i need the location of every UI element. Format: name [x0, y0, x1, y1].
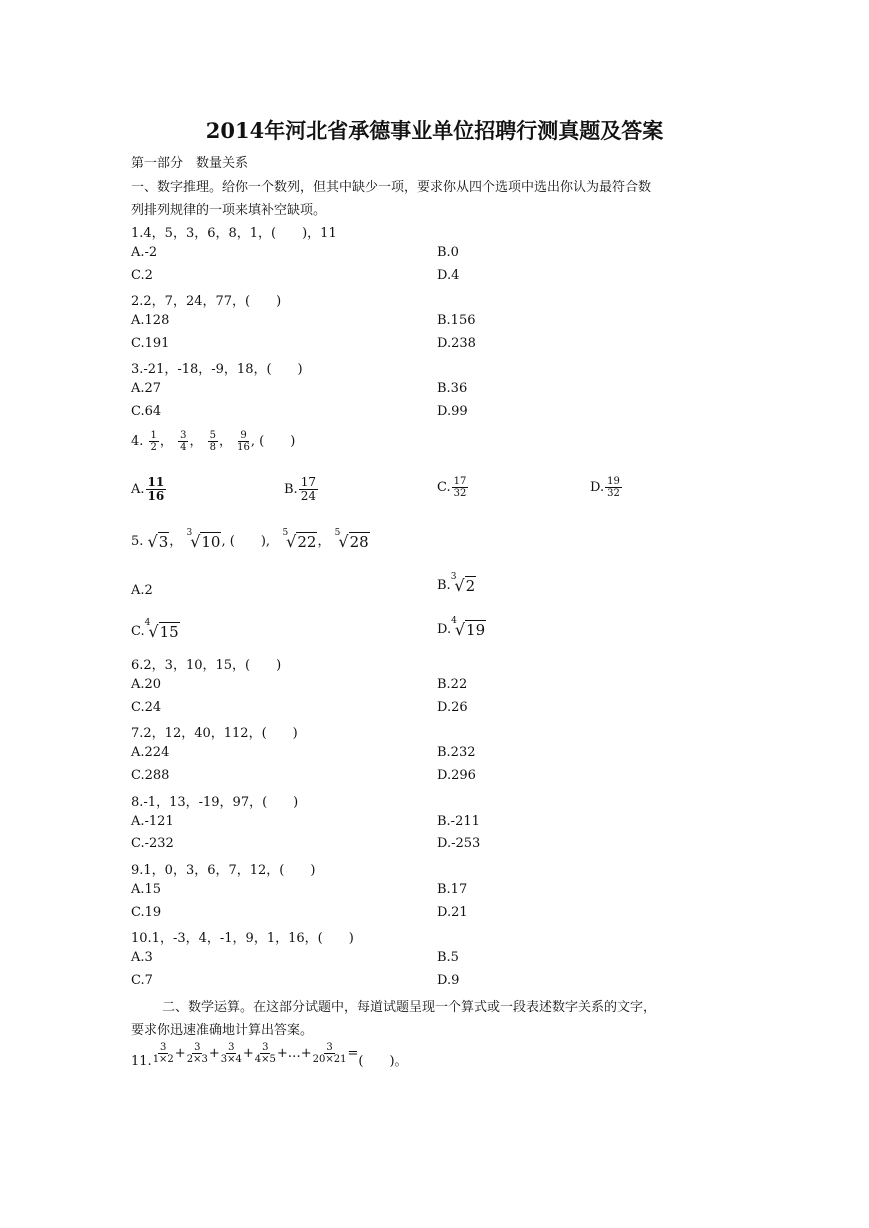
question-11-term-3: $\frac{3}{3\times 4}$: [220, 1042, 242, 1065]
question-10-option-c: C.7: [131, 973, 153, 988]
question-8-option-b: B.-211: [437, 814, 480, 829]
question-1-option-b: B.0: [437, 245, 459, 260]
question-5-option-a: A.2: [131, 583, 153, 598]
question-8-option-c: C.-232: [131, 836, 174, 851]
question-5-term-2: 3 √ 10: [186, 528, 221, 551]
question-11-blank: ( )。: [358, 1054, 408, 1069]
question-1-option-c: C.2: [131, 268, 153, 283]
question-5-term-1: √ 3: [147, 532, 169, 551]
question-9-option-c: C.19: [131, 905, 162, 920]
question-9-option-d: D.21: [437, 905, 468, 920]
question-11-ellipsis: …: [287, 1046, 301, 1061]
question-3-stem: 3.-21，-18，-9，18，( ): [131, 362, 303, 377]
question-1-stem: 1.4，5，3，6，8，1，( )，11: [131, 226, 337, 241]
section1-instruction-line1: 一、数字推理。给你一个数列，但其中缺少一项，要求你从四个选项中选出你认为最符合数: [131, 180, 652, 195]
question-2-option-b: B.156: [437, 313, 476, 328]
question-11-term-1: $\frac{3}{1\times 2}$: [152, 1042, 174, 1065]
question-2-stem: 2.2，7，24，77，( ): [131, 294, 282, 309]
question-11-term-4: $\frac{3}{4\times 5}$: [254, 1042, 276, 1065]
question-7-option-d: D.296: [437, 768, 476, 783]
question-7-option-a: A.224: [131, 745, 170, 760]
question-5-option-c: C. 4 √ 15: [131, 618, 179, 641]
question-11-term-last: $\frac{3}{20\times 21}$: [312, 1042, 347, 1065]
question-4-option-a: A. $\frac{11}{16}$: [131, 475, 165, 503]
question-3-option-a: A.27: [131, 381, 162, 396]
question-2-option-a: A.128: [131, 313, 170, 328]
question-9-stem: 9.1，0，3，6，7，12，( ): [131, 863, 316, 878]
part-heading: 第一部分 数量关系: [131, 156, 249, 171]
question-11-stem: 11. $\frac{3}{1\times 2}$ + $\frac{3}{2\times 3}$ + $\frac{3}{3\times 4}$ + $\frac{3}{4\times 5}$ +…+ $\frac{3}{20\times 21}$ =( )。: [131, 1042, 408, 1069]
question-11-term-2: $\frac{3}{2\times 3}$: [186, 1042, 208, 1065]
question-1-option-d: D.4: [437, 268, 460, 283]
section2-instruction-line2: 要求你迅速准确地计算出答案。: [131, 1023, 314, 1038]
question-1-option-a: A.-2: [131, 245, 158, 260]
page-title: 2014年河北省承德事业单位招聘行测真题及答案: [205, 118, 664, 143]
question-10-stem: 10.1，-3，4，-1，9，1，16，( ): [131, 931, 354, 946]
question-5-term-4: 5 √ 28: [334, 528, 369, 551]
question-2-option-c: C.191: [131, 336, 170, 351]
question-6-option-d: D.26: [437, 700, 468, 715]
question-6-option-a: A.20: [131, 677, 162, 692]
question-3-option-b: B.36: [437, 381, 468, 396]
question-11-number: 11.: [131, 1054, 152, 1069]
question-10-option-a: A.3: [131, 950, 153, 965]
question-5-number: 5.: [131, 534, 144, 549]
question-5-option-d: D. 4 √ 19: [437, 616, 486, 639]
question-7-stem: 7.2，12，40，112，( ): [131, 726, 298, 741]
question-8-option-d: D.-253: [437, 836, 481, 851]
question-4-blank: , ( ): [250, 434, 296, 449]
question-8-stem: 8.-1，13，-19，97，( ): [131, 795, 299, 810]
question-5-term-3: 5 √ 22: [282, 528, 317, 551]
question-4-term-1: $\frac{1}{2}$: [150, 430, 157, 453]
question-7-option-b: B.232: [437, 745, 476, 760]
question-4-term-2: $\frac{3}{4}$: [180, 430, 187, 453]
question-5-stem: 5. √ 3 ， 3 √ 10 , ( ), 5 √ 22 ， 5 √ 28: [131, 528, 369, 551]
question-6-option-c: C.24: [131, 700, 162, 715]
section1-instruction-line2: 列排列规律的一项来填补空缺项。: [131, 203, 327, 218]
question-10-option-b: B.5: [437, 950, 459, 965]
section2-instruction-line1: 二、数学运算。在这部分试题中，每道试题呈现一个算式或一段表述数字关系的文字，: [162, 1000, 657, 1015]
question-4-stem: 4. $\frac{1}{2}$ ， $\frac{3}{4}$ ， $\frac{5}{8}$ ， $\frac{9}{16}$ , ( ): [131, 430, 296, 453]
question-10-option-d: D.9: [437, 973, 460, 988]
question-6-option-b: B.22: [437, 677, 468, 692]
question-9-option-b: B.17: [437, 882, 468, 897]
question-5-blank: , ( ),: [221, 534, 271, 549]
question-4-option-c: C. $\frac{17}{32}$: [437, 476, 467, 499]
question-3-option-d: D.99: [437, 404, 468, 419]
question-6-stem: 6.2，3，10，15，( ): [131, 658, 282, 673]
question-2-option-d: D.238: [437, 336, 476, 351]
question-4-number: 4.: [131, 434, 144, 449]
question-8-option-a: A.-121: [131, 814, 174, 829]
question-3-option-c: C.64: [131, 404, 162, 419]
question-4-option-d: D. $\frac{19}{32}$: [590, 476, 620, 499]
question-7-option-c: C.288: [131, 768, 170, 783]
question-4-term-3: $\frac{5}{8}$: [209, 430, 216, 453]
question-4-term-4: $\frac{9}{16}$: [237, 430, 250, 453]
question-4-option-b: B. $\frac{17}{24}$: [284, 475, 316, 503]
question-9-option-a: A.15: [131, 882, 162, 897]
question-5-option-b: B. 3 √ 2: [437, 572, 476, 595]
